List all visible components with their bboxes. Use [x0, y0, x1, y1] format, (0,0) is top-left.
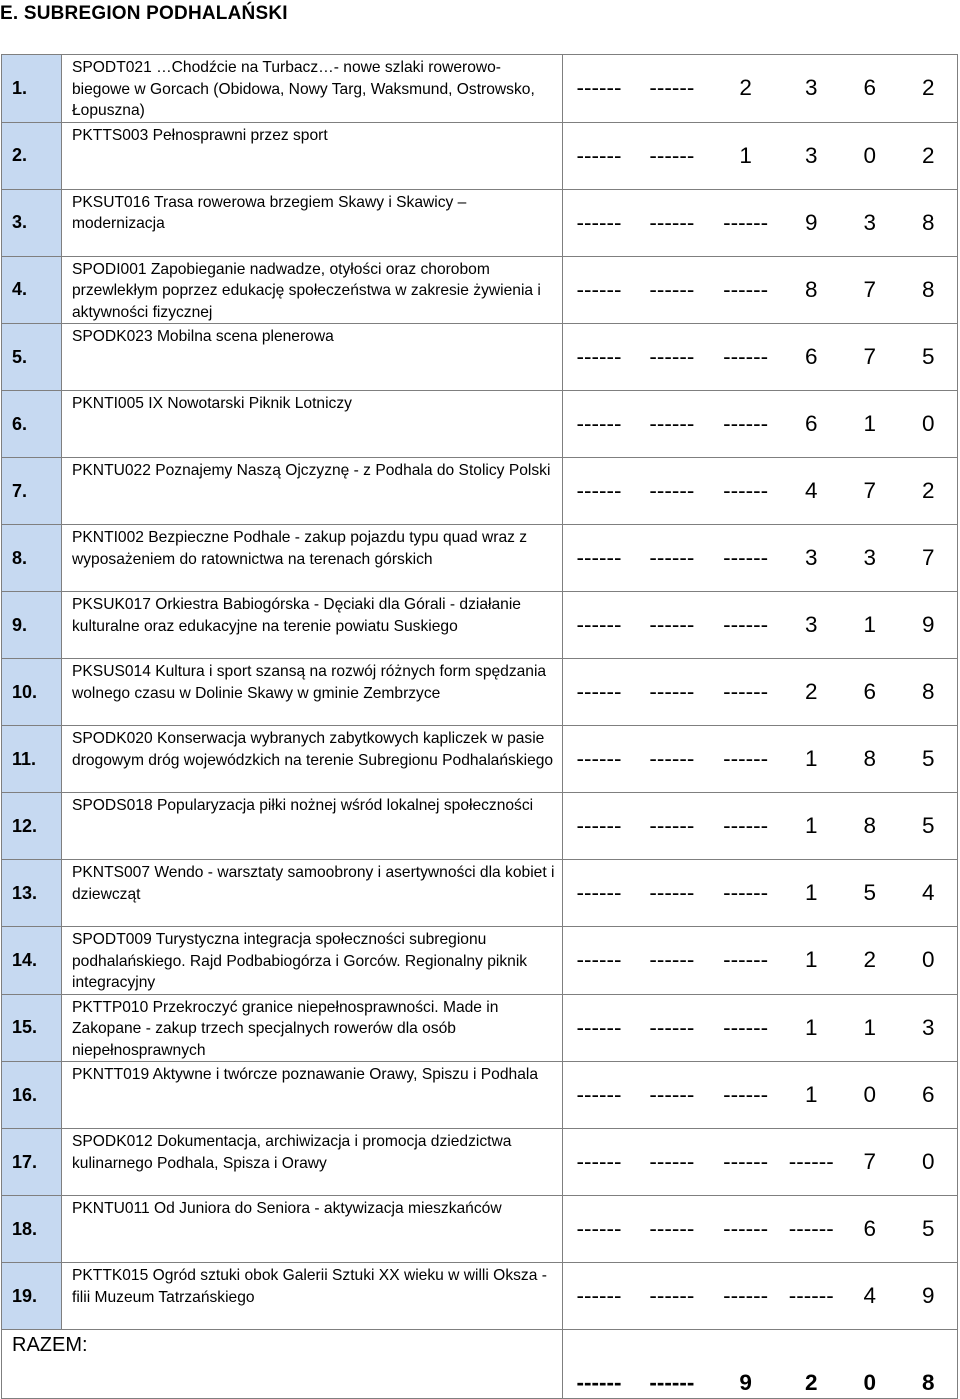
table-row	[2, 122, 958, 189]
total-digit: 2	[805, 1370, 818, 1395]
score-digit: ------	[649, 1014, 695, 1040]
score-digit: ------	[576, 947, 622, 973]
project-description: SPODK023 Mobilna scena plenerowa	[62, 324, 563, 391]
table-row	[2, 55, 958, 123]
score-digit: 5	[921, 813, 935, 838]
score-digit: ------	[576, 679, 622, 704]
score-digit: 0	[863, 1082, 877, 1107]
score-digit: ------	[576, 344, 622, 369]
score-digit: 7	[863, 1149, 877, 1174]
row-number: 3.	[2, 189, 62, 256]
score-digits	[563, 726, 957, 792]
project-score-cell	[563, 927, 958, 995]
score-digit: ------	[576, 1216, 622, 1241]
score-digits	[563, 1129, 957, 1195]
score-digit: 1	[805, 947, 818, 973]
project-description: SPODK020 Konserwacja wybranych zabytkowych kapliczek w pasie drogowym dróg wojewódzkich na terenie Subregionu Podhalańskiego	[62, 726, 563, 793]
score-digit: ------	[788, 1149, 834, 1174]
score-digit: ------	[723, 411, 769, 436]
score-digit: ------	[723, 1216, 769, 1241]
score-digit: ------	[649, 545, 695, 570]
score-digit: ------	[649, 679, 695, 704]
table-row	[2, 1263, 958, 1330]
score-digit: 2	[863, 947, 877, 973]
table-row	[2, 256, 958, 324]
score-digit: ------	[649, 276, 695, 302]
row-number: 17.	[2, 1129, 62, 1196]
total-digit: 9	[739, 1370, 752, 1395]
row-number: 4.	[2, 256, 62, 324]
score-digit: 8	[863, 746, 877, 771]
row-number: 11.	[2, 726, 62, 793]
project-score-cell	[563, 324, 958, 391]
score-digit: ------	[649, 478, 695, 503]
project-description: PKNTS007 Wendo - warsztaty samoobrony i asertywności dla kobiet i dziewcząt	[62, 860, 563, 927]
row-number: 6.	[2, 391, 62, 458]
score-digit: 1	[863, 411, 877, 436]
score-digit: 5	[921, 1216, 935, 1241]
table-row	[2, 592, 958, 659]
score-digit: 3	[805, 545, 818, 570]
project-score-cell	[563, 1263, 958, 1330]
score-digits	[563, 1062, 957, 1128]
project-score-cell	[563, 391, 958, 458]
score-digit: ------	[723, 746, 769, 771]
score-digit: 4	[863, 1283, 877, 1308]
project-description: PKNTI005 IX Nowotarski Piknik Lotniczy	[62, 391, 563, 458]
project-score-cell	[563, 860, 958, 927]
project-score-cell	[563, 256, 958, 324]
table-row	[2, 994, 958, 1062]
score-digit: 3	[805, 142, 818, 168]
score-digits	[563, 927, 957, 994]
score-digit: 6	[863, 679, 877, 704]
score-digit: 3	[921, 1014, 935, 1040]
score-digit: ------	[576, 813, 622, 838]
table-row	[2, 458, 958, 525]
score-digit: ------	[649, 1216, 695, 1241]
table-row	[2, 793, 958, 860]
project-score-cell	[563, 592, 958, 659]
score-digit: 4	[805, 478, 818, 503]
score-digits	[563, 1263, 957, 1329]
score-digit: ------	[576, 746, 622, 771]
project-score-cell	[563, 458, 958, 525]
score-digit: 1	[805, 813, 818, 838]
score-digit: ------	[649, 142, 695, 168]
score-digits	[563, 995, 957, 1062]
score-digit: ------	[723, 1149, 769, 1174]
score-digit: 7	[863, 478, 877, 503]
score-digit: ------	[723, 276, 769, 302]
score-digit: ------	[723, 1283, 769, 1308]
score-digit: ------	[576, 411, 622, 436]
project-score-cell	[563, 525, 958, 592]
total-digit: 0	[863, 1370, 877, 1395]
total-digit: 8	[921, 1370, 935, 1395]
score-digit: 7	[921, 545, 935, 570]
score-digit: 6	[805, 411, 818, 436]
score-digits	[563, 55, 957, 122]
score-digit: 2	[805, 679, 818, 704]
project-description: PKSUK017 Orkiestra Babiogórska - Dęciaki dla Górali - działanie kulturalne oraz edukacyjne na terenie powiatu Suskiego	[62, 592, 563, 659]
score-digit: 0	[921, 947, 935, 973]
row-number: 8.	[2, 525, 62, 592]
score-digit: ------	[723, 679, 769, 704]
score-digit: ------	[576, 1149, 622, 1174]
score-digit: ------	[576, 75, 622, 101]
score-digit: ------	[576, 1014, 622, 1040]
score-digit: ------	[723, 947, 769, 973]
score-digit: ------	[576, 276, 622, 302]
score-digit: ------	[649, 75, 695, 101]
score-digit: ------	[649, 344, 695, 369]
score-digit: 5	[921, 344, 935, 369]
score-digits	[563, 793, 957, 859]
project-score-cell	[563, 994, 958, 1062]
score-digit: 2	[921, 142, 935, 168]
score-digit: ------	[649, 1283, 695, 1308]
score-digit: 6	[863, 1216, 877, 1241]
score-digits	[563, 391, 957, 457]
project-description: SPODT021 …Chodźcie na Turbacz…- nowe szlaki rowerowo-biegowe w Gorcach (Obidowa, Nowy Targ, Waksmund, Ostrowsko, Łopuszna)	[62, 55, 563, 123]
row-number: 5.	[2, 324, 62, 391]
score-digits	[563, 1196, 957, 1262]
score-digit: ------	[723, 545, 769, 570]
score-digit: ------	[576, 880, 622, 905]
score-digit: 1	[863, 612, 877, 637]
score-digit: 8	[921, 209, 935, 235]
row-number: 2.	[2, 122, 62, 189]
table-row	[2, 659, 958, 726]
table-row	[2, 1062, 958, 1129]
score-digits	[563, 860, 957, 926]
project-description: PKNTU022 Poznajemy Naszą Ojczyznę - z Podhala do Stolicy Polski	[62, 458, 563, 525]
score-digit: ------	[649, 880, 695, 905]
score-digit: ------	[723, 1082, 769, 1107]
row-number: 7.	[2, 458, 62, 525]
project-description: PKTTS003 Pełnosprawni przez sport	[62, 122, 563, 189]
table-row	[2, 860, 958, 927]
score-digit: 7	[863, 344, 877, 369]
score-digit: 2	[921, 75, 935, 101]
score-digit: 2	[739, 75, 752, 101]
project-score-cell	[563, 726, 958, 793]
score-digit: 3	[805, 612, 818, 637]
score-digit: ------	[723, 344, 769, 369]
score-digit: ------	[723, 612, 769, 637]
score-digit: ------	[576, 1283, 622, 1308]
score-digits	[563, 324, 957, 390]
score-digit: ------	[576, 209, 622, 235]
project-score-cell	[563, 793, 958, 860]
projects-table	[1, 54, 958, 1399]
score-digit: ------	[649, 209, 695, 235]
score-digit: 9	[805, 209, 818, 235]
table-row	[2, 189, 958, 256]
project-description: PKSUT016 Trasa rowerowa brzegiem Skawy i Skawicy – modernizacja	[62, 189, 563, 256]
score-digits	[563, 592, 957, 658]
score-digit: 8	[805, 276, 818, 302]
score-digit: ------	[788, 1283, 834, 1308]
score-digit: ------	[723, 478, 769, 503]
total-digit: ------	[576, 1370, 622, 1395]
score-digits	[563, 525, 957, 591]
score-digit: 0	[863, 142, 877, 168]
score-digit: 1	[805, 1014, 818, 1040]
table-row	[2, 726, 958, 793]
score-digit: 0	[921, 1149, 935, 1174]
score-digit: ------	[723, 1014, 769, 1040]
score-digit: 7	[863, 276, 877, 302]
score-digit: ------	[576, 1082, 622, 1107]
score-digits	[563, 123, 957, 189]
row-number: 9.	[2, 592, 62, 659]
score-digit: ------	[576, 545, 622, 570]
score-digit: 6	[863, 75, 877, 101]
score-digit: ------	[649, 612, 695, 637]
score-digit: 1	[805, 880, 818, 905]
score-digit: 8	[921, 679, 935, 704]
score-digit: 9	[921, 1283, 935, 1308]
table-body	[2, 55, 958, 1399]
project-description: PKTTP010 Przekroczyć granice niepełnosprawności. Made in Zakopane - zakup trzech specjalnych rowerów dla osób niepełnosprawnych	[62, 994, 563, 1062]
project-description: PKSUS014 Kultura i sport szansą na rozwój różnych form spędzania wolnego czasu w Dolinie Skawy w gminie Zembrzyce	[62, 659, 563, 726]
score-digit: ------	[788, 1216, 834, 1241]
row-number: 14.	[2, 927, 62, 995]
score-digit: 5	[863, 880, 877, 905]
project-score-cell	[563, 189, 958, 256]
project-description: SPODK012 Dokumentacja, archiwizacja i promocja dziedzictwa kulinarnego Podhala, Spisza i Orawy	[62, 1129, 563, 1196]
table-row	[2, 525, 958, 592]
score-digit: 1	[739, 142, 752, 168]
total-row	[2, 1330, 958, 1399]
row-number: 19.	[2, 1263, 62, 1330]
row-number: 15.	[2, 994, 62, 1062]
row-number: 12.	[2, 793, 62, 860]
score-digit: ------	[649, 947, 695, 973]
score-digit: 6	[921, 1082, 935, 1107]
project-score-cell	[563, 1129, 958, 1196]
row-number: 10.	[2, 659, 62, 726]
table-row	[2, 324, 958, 391]
table-row	[2, 1196, 958, 1263]
total-label: RAZEM:	[2, 1330, 563, 1399]
project-score-cell	[563, 659, 958, 726]
table-row	[2, 927, 958, 995]
project-description: PKNTI002 Bezpieczne Podhale - zakup pojazdu typu quad wraz z wyposażeniem do ratownictwa na terenach górskich	[62, 525, 563, 592]
project-description: PKTTK015 Ogród sztuki obok Galerii Sztuki XX wieku w willi Oksza - filii Muzeum Tatrzańskiego	[62, 1263, 563, 1330]
score-digit: 1	[805, 1082, 818, 1107]
score-digit: ------	[649, 1082, 695, 1107]
score-digit: ------	[576, 612, 622, 637]
score-digit: ------	[576, 478, 622, 503]
score-digit: ------	[723, 209, 769, 235]
score-digit: 1	[805, 746, 818, 771]
score-digit: 3	[863, 209, 877, 235]
row-number: 1.	[2, 55, 62, 123]
score-digits	[563, 190, 957, 256]
row-number: 18.	[2, 1196, 62, 1263]
row-number: 16.	[2, 1062, 62, 1129]
project-description: SPODI001 Zapobieganie nadwadze, otyłości oraz chorobom przewlekłym poprzez edukację społeczeństwa w zakresie żywienia i aktywności fizycznej	[62, 256, 563, 324]
project-description: PKNTU011 Od Juniora do Seniora - aktywizacja mieszkańców	[62, 1196, 563, 1263]
score-digit: 1	[863, 1014, 877, 1040]
project-score-cell	[563, 122, 958, 189]
score-digit: 3	[805, 75, 818, 101]
score-digit: 9	[921, 612, 935, 637]
score-digit: 6	[805, 344, 818, 369]
table-row	[2, 1129, 958, 1196]
project-description: SPODS018 Popularyzacja piłki nożnej wśród lokalnej społeczności	[62, 793, 563, 860]
score-digit: ------	[723, 880, 769, 905]
total-digits	[563, 1330, 957, 1398]
score-digits	[563, 458, 957, 524]
score-digit: ------	[649, 1149, 695, 1174]
project-description: PKNTT019 Aktywne i twórcze poznawanie Orawy, Spiszu i Podhala	[62, 1062, 563, 1129]
score-digits	[563, 257, 957, 324]
score-digits	[563, 659, 957, 725]
page-title: E. SUBREGION PODHALAŃSKI	[0, 3, 288, 24]
score-digit: 0	[921, 411, 935, 436]
score-digit: 8	[921, 276, 935, 302]
total-digit: ------	[649, 1370, 695, 1395]
score-digit: ------	[576, 142, 622, 168]
project-score-cell	[563, 55, 958, 123]
score-digit: ------	[723, 813, 769, 838]
project-score-cell	[563, 1196, 958, 1263]
total-score-cell	[563, 1330, 958, 1399]
score-digit: 2	[921, 478, 935, 503]
table-row	[2, 391, 958, 458]
score-digit: 8	[863, 813, 877, 838]
score-digit: ------	[649, 746, 695, 771]
score-digit: 5	[921, 746, 935, 771]
score-digit: 4	[921, 880, 935, 905]
project-description: SPODT009 Turystyczna integracja społeczności subregionu podhalańskiego. Rajd Podbabiogórza i Gorców. Regionalny piknik integracyjny	[62, 927, 563, 995]
row-number: 13.	[2, 860, 62, 927]
score-digit: ------	[649, 411, 695, 436]
score-digit: ------	[649, 813, 695, 838]
project-score-cell	[563, 1062, 958, 1129]
score-digit: 3	[863, 545, 877, 570]
